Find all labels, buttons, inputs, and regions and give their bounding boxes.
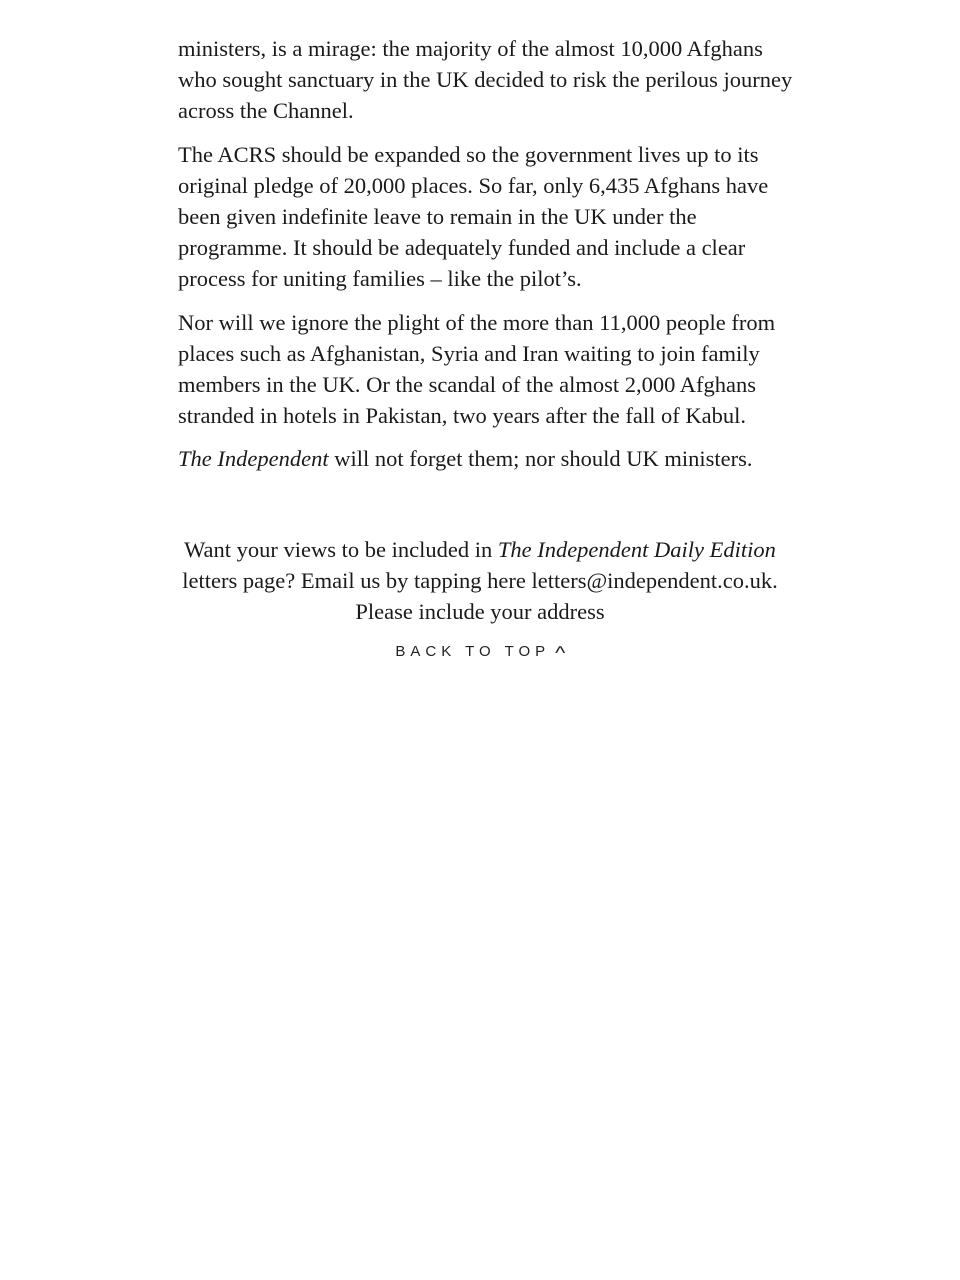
article-paragraph: [178, 443, 794, 474]
back-to-top-label: BACK TO TOP: [395, 643, 551, 660]
article-paragraph: Nor will we ignore the plight of the more than 11,000 people from places such as Afghanistan, Syria and Iran waiting to join family members in the UK. Or the scandal of the almost 2,000 Afghans stranded in hotels in Pakistan, two years after the fall of Kabul.: [178, 309, 776, 429]
article-body: [178, 33, 794, 487]
letters-email-link[interactable]: letters@independent.co.uk: [531, 568, 773, 593]
chevron-up-icon: ^: [555, 643, 566, 663]
cta-prefix: Want your views to be included in: [184, 537, 498, 562]
cta-middle: letters page? Email us by tapping here: [182, 568, 532, 593]
article-text: will not forget them; nor should UK ministers.: [328, 446, 753, 472]
edition-name: The Independent Daily Edition: [497, 537, 776, 562]
cta-suffix: . Please include your address: [355, 568, 778, 624]
article-paragraph: The ACRS should be expanded so the government lives up to its original pledge of 20,000 places. So far, only 6,435 Afghans have been given indefinite leave to remain in the UK under the programme. It should be adequately funded and include a clear process for uniting families – like the pilot’s.: [178, 141, 769, 292]
article-paragraph: ministers, is a mirage: the majority of the almost 10,000 Afghans who sought sanctuary in the UK decided to risk the perilous journey across the Channel.: [178, 36, 793, 124]
publication-name: The Independent: [178, 446, 329, 472]
back-to-top-button[interactable]: [0, 640, 960, 661]
letters-call-to-action: [160, 534, 800, 627]
